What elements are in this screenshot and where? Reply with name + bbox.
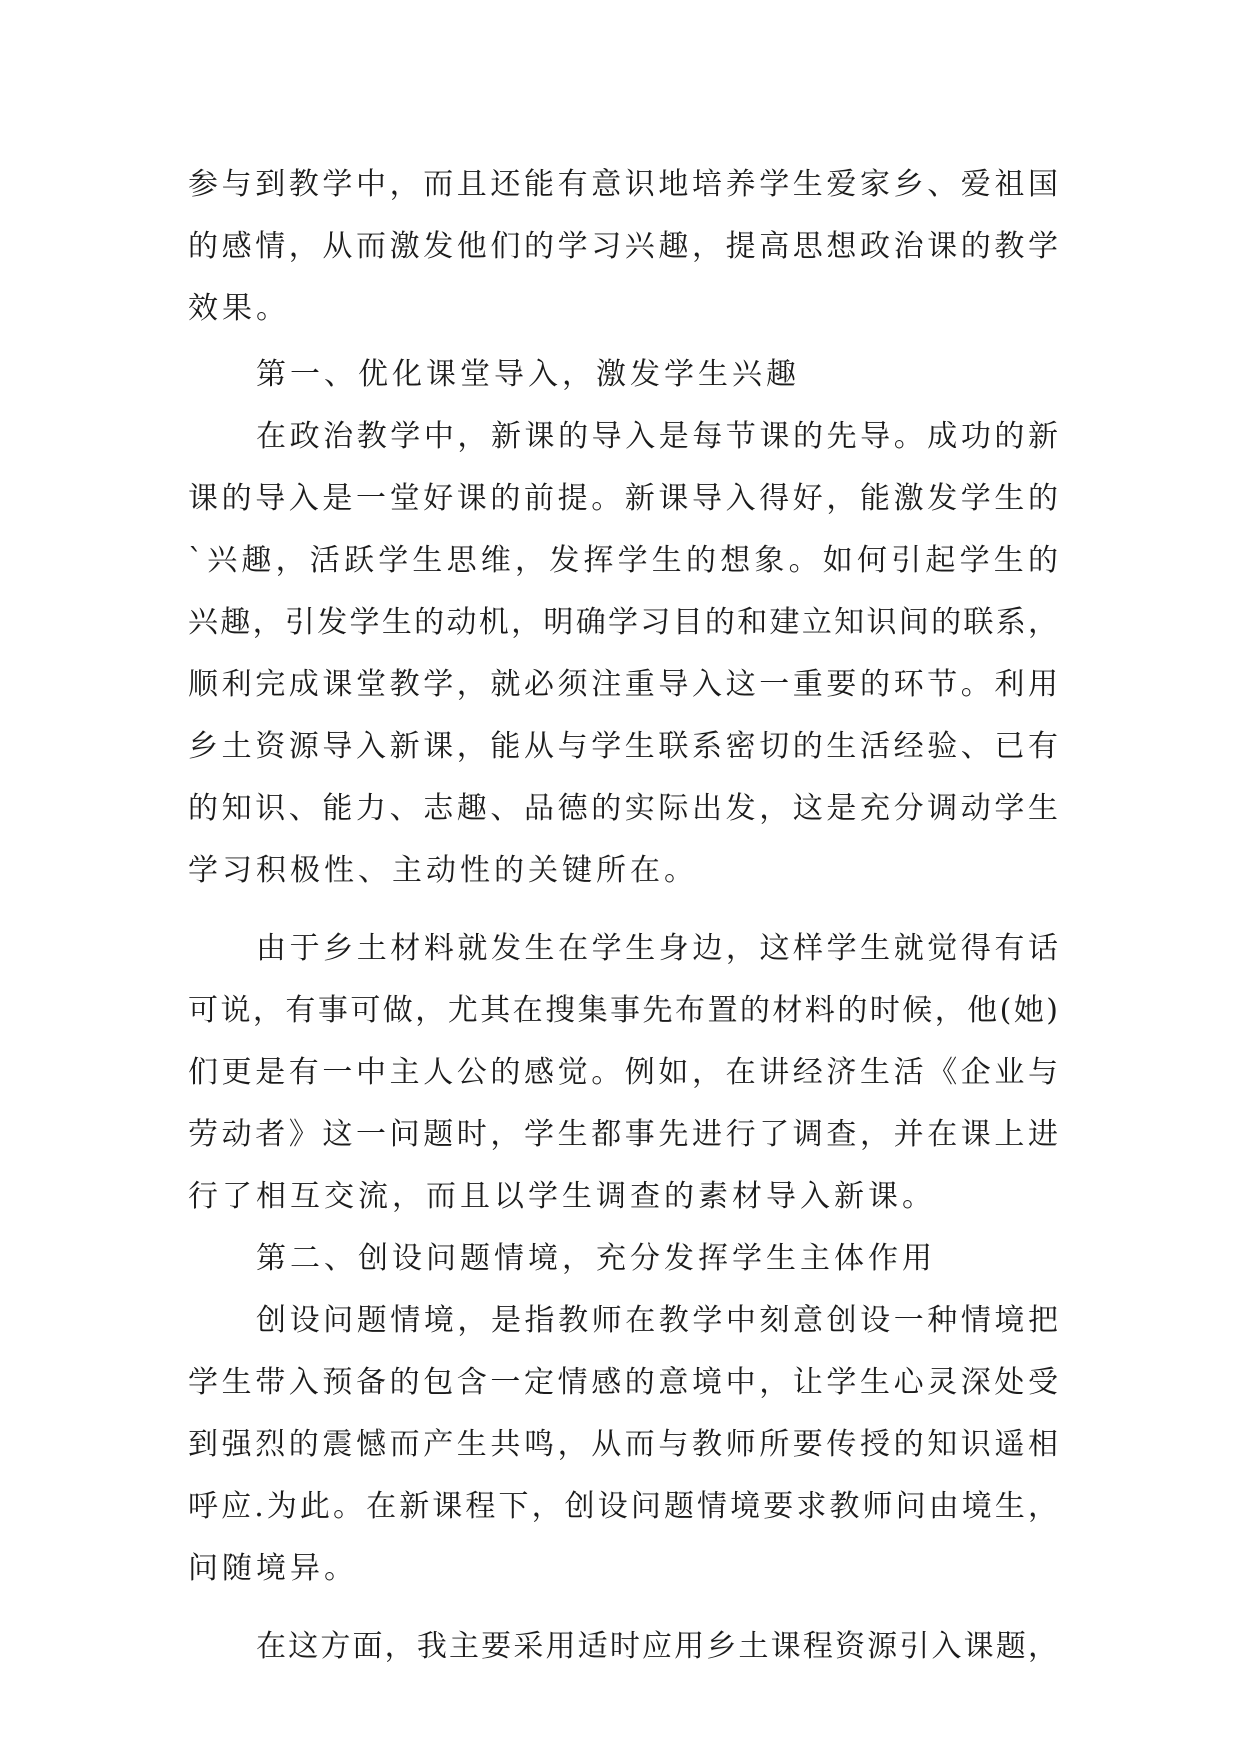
- paragraph: [188, 406, 1058, 902]
- text-line: 课的导入是一堂好课的前提。新课导入得好，能激发学生的: [188, 481, 1058, 516]
- text-line: 呼应.为此。在新课程下，创设问题情境要求教师问由境生，: [188, 1489, 1058, 1524]
- paragraph: [188, 918, 1058, 1228]
- text-line: 兴趣，引发学生的动机，明确学习目的和建立知识间的联系，: [188, 605, 1058, 640]
- text-line: 在政治教学中，新课的导入是每节课的先导。成功的新: [256, 419, 1058, 454]
- text-line: 由于乡土材料就发生在学生身边，这样学生就觉得有话: [256, 931, 1058, 966]
- text-line: 们更是有一中主人公的感觉。例如，在讲经济生活《企业与: [188, 1055, 1058, 1090]
- text-line: 学生带入预备的包含一定情感的意境中，让学生心灵深处受: [188, 1365, 1058, 1400]
- text-line: 可说，有事可做，尤其在搜集事先布置的材料的时候，他(她): [188, 993, 1058, 1028]
- heading-line: 第一、优化课堂导入，激发学生兴趣: [256, 357, 800, 392]
- text-line: 参与到教学中，而且还能有意识地培养学生爱家乡、爱祖国: [188, 167, 1058, 202]
- heading-line: 第二、创设问题情境，充分发挥学生主体作用: [256, 1241, 936, 1276]
- text-line: 在这方面，我主要采用适时应用乡土课程资源引入课题，: [256, 1629, 1058, 1664]
- text-line: 的感情，从而激发他们的学习兴趣，提高思想政治课的教学: [188, 229, 1058, 264]
- text-line: 行了相互交流，而且以学生调查的素材导入新课。: [188, 1179, 936, 1214]
- text-line: 效果。: [188, 291, 290, 326]
- text-line: 问随境异。: [188, 1551, 358, 1586]
- section-heading: [188, 1228, 1058, 1290]
- text-line: `兴趣，活跃学生思维，发挥学生的想象。如何引起学生的: [188, 543, 1058, 578]
- text-line: 顺利完成课堂教学，就必须注重导入这一重要的环节。利用: [188, 667, 1058, 702]
- document-body: [188, 154, 1058, 1678]
- text-line: 创设问题情境，是指教师在教学中刻意创设一种情境把: [256, 1303, 1058, 1338]
- paragraph: [188, 1290, 1058, 1600]
- text-line: 的知识、能力、志趣、品德的实际出发，这是充分调动学生: [188, 791, 1058, 826]
- paragraph: [188, 154, 1058, 340]
- text-line: 学习积极性、主动性的关键所在。: [188, 853, 698, 888]
- text-line: 到强烈的震憾而产生共鸣，从而与教师所要传授的知识遥相: [188, 1427, 1058, 1462]
- section-heading: [188, 344, 1058, 406]
- paragraph: [188, 1616, 1058, 1678]
- text-line: 劳动者》这一问题时，学生都事先进行了调查，并在课上进: [188, 1117, 1058, 1152]
- text-line: 乡土资源导入新课，能从与学生联系密切的生活经验、已有: [188, 729, 1058, 764]
